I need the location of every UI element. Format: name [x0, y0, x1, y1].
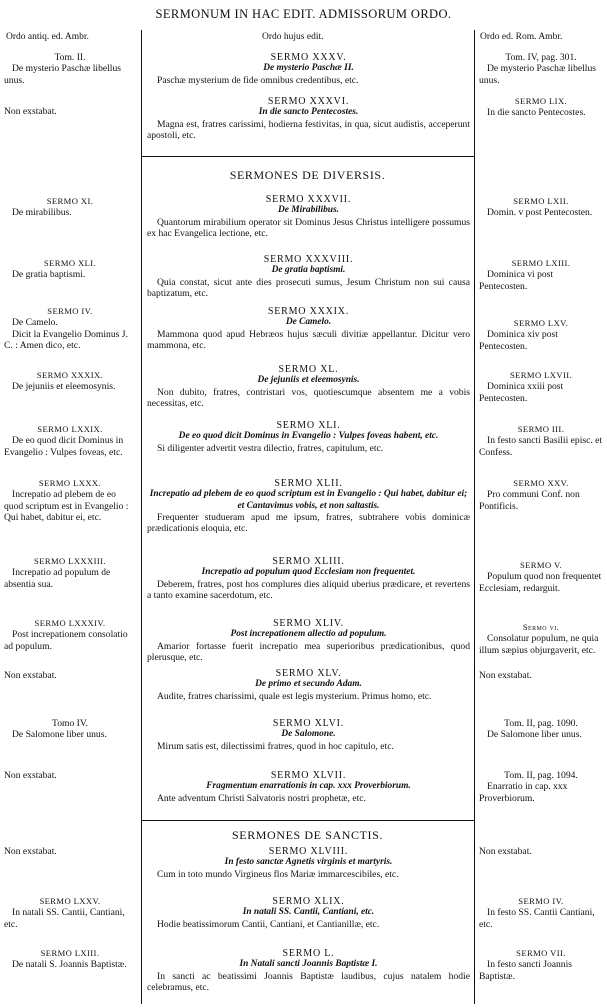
left-column-entry	[4, 424, 136, 458]
left-column-entry-line: De mirabilibus.	[12, 207, 72, 219]
sermon-subtitle: De gratia baptismi.	[271, 265, 346, 276]
sermon-subtitle: Increpatio ad populum quod Ecclesiam non frequentet.	[201, 567, 416, 578]
right-column-entry-line: Tom. II, pag. 1094.	[504, 770, 578, 781]
left-column-entry	[4, 556, 136, 590]
right-column-entry-line: Tom. IV, pag. 301.	[505, 52, 577, 63]
column-header-left: Ordo antiq. ed. Ambr.	[6, 32, 89, 42]
sermon-entry	[147, 618, 470, 663]
right-column-entry-line: Dominica vi post Pentecosten.	[479, 269, 554, 292]
sermon-entry	[147, 770, 470, 804]
left-column-entry-line: Non exstabat.	[4, 770, 57, 781]
right-column-entry-line: SERMO VII.	[516, 948, 566, 958]
left-column-entry-line: SERMO XXXIX.	[36, 370, 104, 380]
sermon-title: SERMO XLIV.	[273, 618, 344, 629]
sermon-title: SERMO XLIX.	[272, 896, 345, 907]
left-column-entry-line: SERMO LXIII.	[40, 948, 100, 958]
sermon-entry	[147, 718, 470, 752]
left-column-entry-line: In natali SS. Cantii, Cantiani, etc.	[4, 907, 125, 930]
sermon-title: SERMO L.	[282, 948, 335, 959]
right-column-entry	[479, 318, 603, 352]
right-column-entry-line: Populum quod non frequentet Ecclesiam, redarguit.	[479, 571, 602, 594]
sermon-entry	[147, 896, 470, 930]
left-column-entry-line: De mysterio Paschæ libellus unus.	[4, 63, 121, 86]
left-column-entry-line: SERMO LXXV.	[39, 896, 101, 906]
sermon-entry	[147, 52, 470, 86]
page-title: SERMONUM IN HAC EDIT. ADMISSORUM ORDO.	[155, 7, 452, 21]
sermon-entry	[147, 556, 470, 601]
right-column-entry	[479, 424, 603, 458]
sermon-title: SERMO XLVI.	[272, 718, 345, 729]
left-column-entry-line: Non exstabat.	[4, 846, 57, 857]
sermon-title: SERMO XLV.	[275, 668, 342, 679]
sermon-subtitle: De Camelo.	[285, 317, 332, 328]
right-column-entry-line: In festo sancti Basilii episc. et Confess.	[479, 435, 603, 458]
section-title-diversis: SERMONES DE DIVERSIS.	[229, 168, 386, 182]
section-rule-1	[141, 156, 474, 157]
left-column-entry	[4, 306, 136, 351]
right-column-entry	[479, 258, 603, 292]
right-column-entry	[479, 718, 603, 741]
right-column-entry	[479, 846, 603, 857]
sermon-entry	[147, 948, 470, 993]
sermon-subtitle: De Mirabilibus.	[278, 205, 339, 216]
right-column-entry	[479, 478, 603, 512]
sermon-entry	[147, 194, 470, 239]
left-column-entry	[4, 618, 136, 652]
sermon-title: SERMO XXXV.	[270, 52, 347, 63]
right-column-entry	[479, 196, 603, 219]
right-column-entry-line: SERMO LXIII.	[511, 258, 571, 268]
left-column-entry-line: Non exstabat.	[4, 670, 57, 681]
left-column-entry-line: Increpatio ad populum de absentia sua.	[4, 567, 111, 590]
sermon-title: SERMO XXXVI.	[267, 96, 350, 107]
left-column-entry-line: De eo quod dicit Dominus in Evangelio : Vulpes foveas, etc.	[4, 435, 124, 458]
right-column-entry-line: Domin. v post Pentecosten.	[487, 207, 593, 219]
left-column-entry-line: SERMO LXXXIII.	[34, 556, 106, 566]
sermon-incipit: Amarior fortasse fuerit increpatio mea superioribus prædicationibus, quod plerusque, etc.	[147, 640, 470, 663]
sermon-subtitle: In natali SS. Cantii, Cantiani, etc.	[242, 907, 375, 918]
left-column-entry	[4, 670, 136, 681]
right-column-entry	[479, 96, 603, 119]
left-column-entry-line: SERMO XLI.	[43, 258, 97, 268]
sermon-title: SERMO XXXVII.	[265, 194, 352, 205]
right-column-entry	[479, 896, 603, 930]
sermon-subtitle: De jejuniis et eleemosynis.	[257, 375, 360, 386]
right-column-entry-line: SERMO V.	[519, 560, 563, 570]
left-column-entry-line: De gratia baptismi.	[12, 269, 86, 281]
right-column-entry-line: De mysterio Paschæ libellus unus.	[479, 63, 596, 86]
right-column-entry-line: SERMO LIX.	[514, 96, 568, 106]
sermon-incipit: Hodie beatissimorum Cantii, Cantiani, et Cantianillæ, etc.	[157, 918, 380, 930]
right-column-entry-line: Dominica xxiii post Pentecosten.	[479, 381, 564, 404]
column-header-right: Ordo ed. Rom. Ambr.	[480, 32, 563, 42]
left-column-entry-line: Non exstabat.	[4, 106, 57, 117]
sermon-subtitle: Post increpationem allectio ad populum.	[230, 629, 387, 640]
sermon-entry	[147, 306, 470, 351]
sermon-incipit: Ante adventum Christi Salvatoris nostri prophetæ, etc.	[157, 792, 366, 804]
sermon-subtitle: In festo sanctæ Agnetis virginis et martyris.	[224, 857, 393, 868]
right-column-entry-line: Non exstabat.	[479, 846, 532, 857]
right-column-entry-line: SERMO LXV.	[513, 318, 569, 328]
sermon-incipit: Audite, fratres charissimi, quale est legis mysterium. Primus homo, etc.	[157, 690, 432, 702]
left-column-entry	[4, 846, 136, 857]
sermon-subtitle: In Natali sancti Joannis Baptistæ I.	[239, 959, 378, 970]
left-column-entry-line: De jejuniis et eleemosynis.	[12, 381, 116, 393]
sermon-subtitle: De primo et secundo Adam.	[255, 679, 362, 690]
sermon-entry	[147, 254, 470, 299]
left-column-entry	[4, 258, 136, 281]
sermon-title: SERMO XLIII.	[272, 556, 345, 567]
column-header-middle: Ordo hujus edit.	[262, 32, 324, 42]
left-column-entry-line: De Salomone liber unus.	[12, 729, 107, 741]
right-column-entry	[479, 370, 603, 404]
sermon-incipit: Cum in toto mundo Virgineus flos Mariæ immarcescibiles, etc.	[157, 868, 399, 880]
sermon-incipit: Mirum satis est, dilectissimi fratres, quod in hoc capitulo, etc.	[157, 740, 394, 752]
right-column-entry-line: SERMO LXVII.	[509, 370, 573, 380]
left-column-entry	[4, 196, 136, 219]
left-column-entry-line: SERMO LXXIX.	[37, 424, 103, 434]
sermon-incipit: Quia constat, sicut ante dies prosecuti sumus, Jesum Christum non sui causa baptizatum, etc.	[147, 276, 470, 299]
right-column-entry-line: SERMO LXII.	[513, 196, 569, 206]
sermon-title: SERMO XXXIX.	[267, 306, 350, 317]
right-column-entry	[479, 622, 603, 656]
sermon-incipit: Paschæ mysterium de fide omnibus credentibus, etc.	[157, 74, 359, 86]
left-column-entry-line: De Camelo.	[12, 317, 58, 329]
left-column-entry-line: Dicit la Evangelio Dominus J. C. : Amen dico, etc.	[4, 328, 128, 351]
sermon-incipit: Deberem, fratres, post hos complures dies aliquid uberius prædicare, et revertens a tanto examine sacerdotum, etc.	[147, 578, 470, 601]
right-column-entry-line: Pro communi Conf. non Pontificis.	[479, 489, 580, 512]
sermon-title: SERMO XXXVIII.	[263, 254, 354, 265]
left-column-entry-line: SERMO LXXX.	[38, 478, 102, 488]
left-column-entry-line: Tom. II.	[54, 52, 86, 63]
left-column-entry	[4, 718, 136, 741]
sermon-entry	[147, 96, 470, 141]
left-column-entry-line: Tomo IV.	[52, 718, 88, 729]
left-column-entry	[4, 896, 136, 930]
right-column-entry-line: Non exstabat.	[479, 670, 532, 681]
left-column-entry	[4, 948, 136, 971]
right-column-entry	[479, 770, 603, 804]
sermon-subtitle: De mysterio Paschæ II.	[263, 63, 354, 74]
sermon-subtitle: Increpatio ad plebem de eo quod scriptum est in Evangelio : Qui habet, dabitur ei; et Cantavimus vobis, et non saltastis.	[149, 489, 468, 511]
sermon-subtitle: De Salomone.	[281, 729, 336, 740]
right-column-entry-line: Tom. II, pag. 1090.	[504, 718, 578, 729]
sermon-title: SERMO XLVIII.	[268, 846, 349, 857]
sermon-subtitle: Fragmentum enarrationis in cap. xxx Proverbiorum.	[206, 781, 411, 792]
sermon-incipit: Mammona quod apud Hebræos hujus sæculi divitiæ appellantur. Dicitur vero mammona, etc.	[147, 328, 470, 351]
sermon-incipit: Magna est, fratres carissimi, hodierna festivitas, in qua, sicut audistis, acceperunt apostoli, etc.	[147, 118, 470, 141]
left-column-entry	[4, 52, 136, 86]
right-column-entry-line: In die sancto Pentecostes.	[487, 107, 586, 119]
sermon-title: SERMO XLI.	[276, 420, 341, 431]
right-column-entry-line: SERMO III.	[517, 424, 565, 434]
section-title-sanctis: SERMONES DE SANCTIS.	[231, 828, 384, 842]
right-column-entry-line: SERMO IV.	[518, 896, 564, 906]
left-column-entry-line: SERMO IV.	[47, 306, 93, 316]
right-column-entry-line: In festo sancti Joannis Baptistæ.	[479, 959, 572, 982]
right-column-entry-line: SERMO XXV.	[513, 478, 569, 488]
right-column-entry	[479, 670, 603, 681]
left-column-entry	[4, 770, 136, 781]
sermon-incipit: Quantorum mirabilium operator sit Dominus Jesus Christus intelligere possumus ex hac Evangelica lectione, etc.	[147, 216, 470, 239]
right-column-entry	[479, 560, 603, 594]
sermon-entry	[147, 668, 470, 702]
left-column-entry-line: SERMO LXXXIV.	[34, 618, 106, 628]
left-column-entry-line: De natali S. Joannis Baptistæ.	[12, 959, 127, 971]
right-column-entry-line: In festo SS. Cantii Cantiani, etc.	[479, 907, 595, 930]
sermon-incipit: Frequenter studueram apud me ipsum, fratres, subtrahere vobis dominicæ prædicationis eloquia, etc.	[147, 511, 470, 535]
sermon-subtitle: De eo quod dicit Dominus in Evangelio : Vulpes foveas habent, etc.	[178, 431, 439, 442]
sermon-incipit: Si diligenter advertit vestra dilectio, fratres, capitulum, etc.	[157, 442, 384, 454]
left-column-entry-line: Post increpationem consolatio ad populum.	[4, 629, 128, 652]
left-column-entry-line: Increpatio ad plebem de eo quod scriptum est in Evangelio : Qui habet, dabitur ei, etc.	[4, 489, 129, 523]
right-column-entry-line: De Salomone liber unus.	[487, 729, 582, 741]
left-column-entry-line: SERMO XI.	[46, 196, 94, 206]
right-column-entry	[479, 948, 603, 982]
sermon-title: SERMO XLII.	[274, 478, 343, 489]
section-rule-2	[141, 820, 474, 821]
sermon-title: SERMO XLVII.	[270, 770, 347, 781]
right-column-entry-line: Consolatur populum, ne quia illum sæpius objurgaverit, etc.	[479, 633, 599, 656]
right-column-entry-line: Sermo vi.	[522, 622, 560, 632]
sermon-incipit: Non dubito, fratres, contristari vos, quotiescumque absentem me a vobis necessitas, etc.	[147, 386, 470, 409]
sermon-subtitle: In die sancto Pentecostes.	[258, 107, 359, 118]
sermon-entry	[147, 846, 470, 880]
sermon-title: SERMO XL.	[278, 364, 339, 375]
sermon-incipit: In sancti ac beatissimi Joannis Baptistæ laudibus, cujus natalem hodie celebramus, etc.	[147, 970, 470, 993]
left-column-entry	[4, 370, 136, 393]
right-column-entry-line: Enarratio in cap. xxx Proverbiorum.	[479, 781, 568, 804]
sermon-entry	[147, 364, 470, 409]
left-column-entry	[4, 478, 136, 523]
right-column-entry	[479, 52, 603, 86]
left-column-entry	[4, 106, 136, 117]
sermon-entry	[147, 420, 470, 454]
right-column-entry-line: Dominica xiv post Pentecosten.	[479, 329, 558, 352]
sermon-entry	[147, 478, 470, 534]
column-divider-right	[474, 30, 475, 1004]
